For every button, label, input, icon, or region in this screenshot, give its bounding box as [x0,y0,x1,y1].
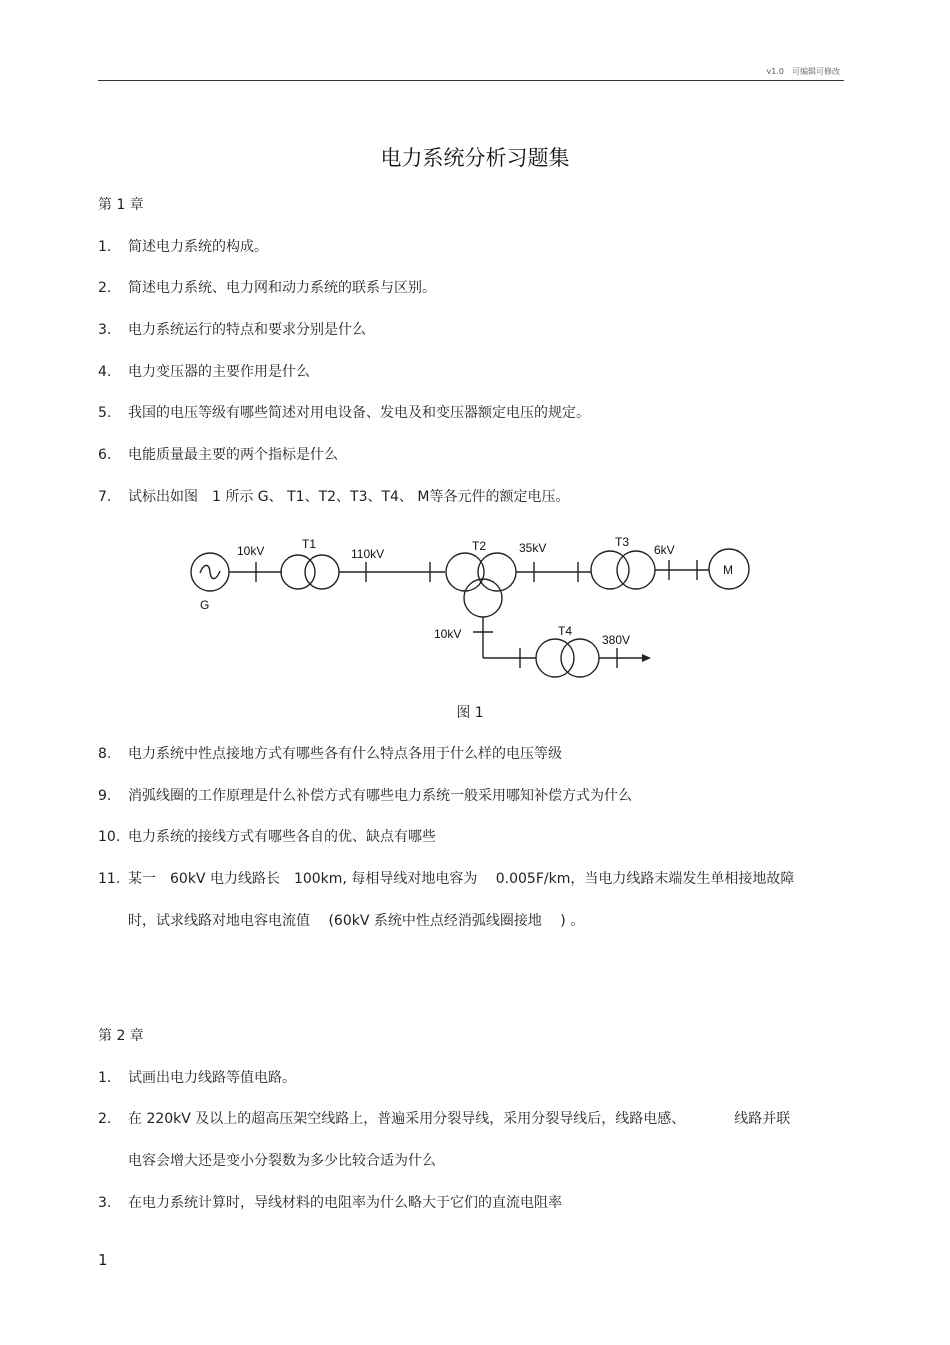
ch1-question-2 [98,277,843,297]
question-text: 试标出如图 1 所示 G、 T1、T2、T3、T4、 M等各元件的额定电压。 [128,489,570,505]
question-number: 10. [98,829,121,845]
label-T3: T3 [615,535,630,549]
question-number: 7. [98,489,112,505]
question-text: 我国的电压等级有哪些简述对用电设备、发电及和变压器额定电压的规定。 [128,405,590,421]
label-10kV-generator: 10kV [237,544,265,558]
transformer-t4-winding-2 [561,639,599,677]
ch1-question-8 [98,743,843,763]
page-number: 1 [98,1251,108,1269]
label-T1: T1 [302,537,317,551]
question-text: 电力变压器的主要作用是什么 [128,364,310,380]
ch1-question-5 [98,402,843,422]
label-10kV-t2: 10kV [434,627,462,641]
arrow-icon [642,654,651,662]
label-380V: 380V [602,633,631,647]
ch1-question-10 [98,826,843,846]
ch1-question-11-continuation: 时，试求线路对地电容电流值 (60kV 系统中性点经消弧线圈接地 ) 。 [128,913,585,929]
question-text: 在电力系统计算时，导线材料的电阻率为什么略大于它们的直流电阻率 [128,1195,562,1211]
ch2-question-1 [98,1067,843,1087]
question-text: 电力系统的接线方式有哪些各自的优、缺点有哪些 [128,829,436,845]
question-text: 简述电力系统、电力网和动力系统的联系与区别。 [128,280,436,296]
question-text: 电力系统运行的特点和要求分别是什么 [128,322,366,338]
label-110kV: 110kV [351,547,385,561]
label-G: G [200,598,210,612]
ch2-question-2-continuation: 电容会增大还是变小分裂数为多少比较合适为什么 [128,1153,436,1169]
question-number: 2. [98,280,112,296]
sine-wave-icon [200,565,220,578]
header-version-tag: v1.0 可编辑可修改 [766,67,840,76]
ch1-question-6 [98,444,843,464]
question-number: 3. [98,1195,112,1211]
question-text: 在 220kV 及以上的超高压架空线路上，普遍采用分裂导线，采用分裂导线后，线路电感、 线路并联 [128,1111,791,1127]
question-number: 1. [98,239,112,255]
document-title: 电力系统分析习题集 [380,146,570,170]
question-number: 6. [98,447,112,463]
ch1-question-9 [98,785,843,805]
chapter-1-heading: 第 1 章 [98,197,144,213]
figure-1-caption: 图 1 [456,705,484,721]
header-rule [98,80,844,81]
question-text: 电能质量最主要的两个指标是什么 [128,447,338,463]
transformer-t1-winding-2 [305,555,339,589]
question-number: 3. [98,322,112,338]
ch1-question-1 [98,236,843,256]
figure-1-diagram [180,530,760,690]
label-35kV: 35kV [519,541,547,555]
question-text: 试画出电力线路等值电路。 [128,1070,296,1086]
question-number: 8. [98,746,112,762]
ch1-question-7 [98,486,843,506]
question-number: 11. [98,871,121,887]
label-M: M [723,563,733,577]
transformer-t4-winding-1 [536,639,574,677]
label-T4: T4 [558,624,573,638]
ch2-question-2 [98,1108,843,1128]
transformer-t3-winding-2 [617,551,655,589]
label-6kV: 6kV [654,543,675,557]
question-number: 1. [98,1070,112,1086]
ch1-question-4 [98,361,843,381]
ch1-question-11 [98,868,843,888]
question-text: 电力系统中性点接地方式有哪些各有什么特点各用于什么样的电压等级 [128,746,562,762]
ch1-question-3 [98,319,843,339]
chapter-2-heading: 第 2 章 [98,1028,144,1044]
ch2-question-3 [98,1192,843,1212]
label-T2: T2 [472,539,487,553]
question-number: 9. [98,788,112,804]
question-number: 5. [98,405,112,421]
question-text: 简述电力系统的构成。 [128,239,268,255]
question-number: 4. [98,364,112,380]
question-number: 2. [98,1111,112,1127]
question-text: 消弧线圈的工作原理是什么补偿方式有哪些电力系统一般采用哪知补偿方式为什么 [128,788,632,804]
question-text: 某一 60kV 电力线路长 100km, 每相导线对地电容为 0.005F/km，当电力线路末端发生单相接地故障 [128,871,795,887]
